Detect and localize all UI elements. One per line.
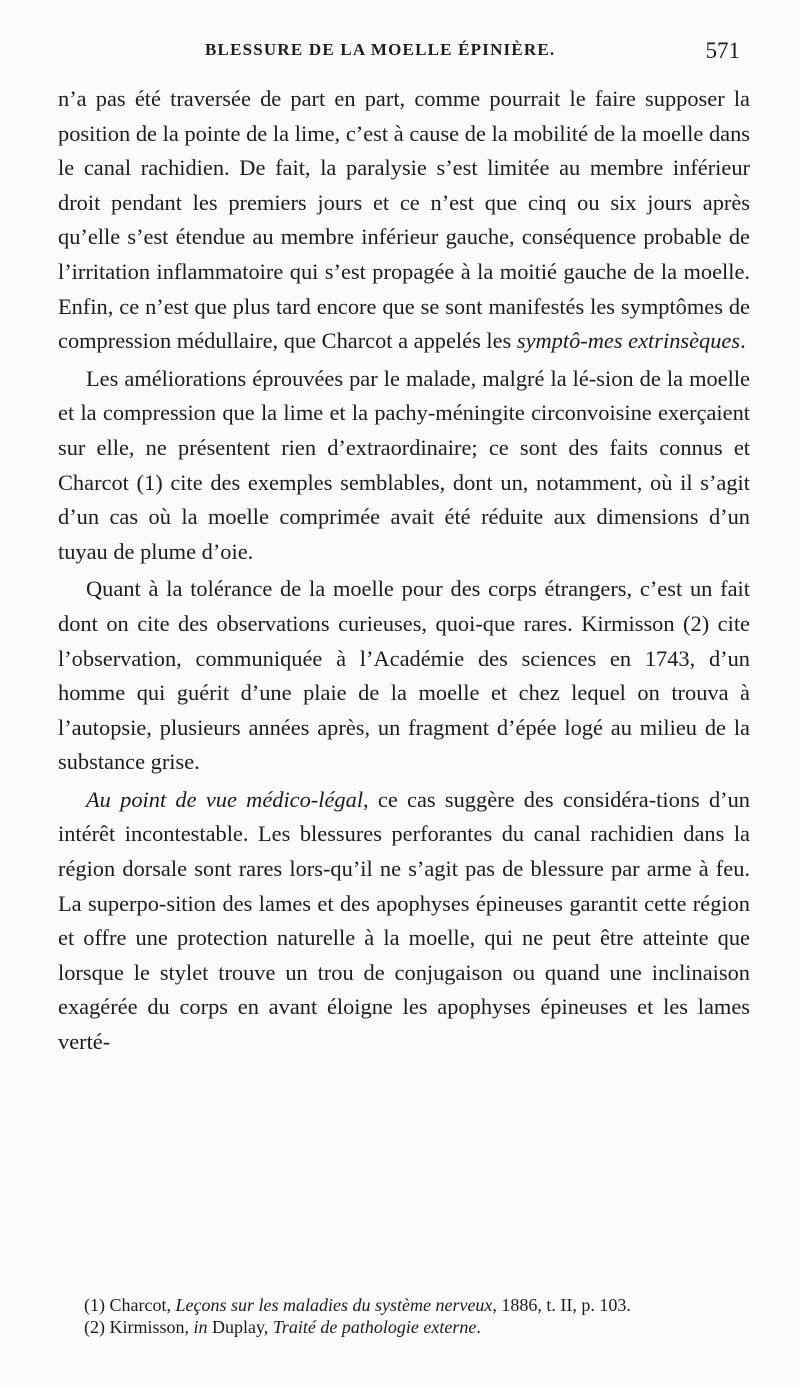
paragraph-text: Les améliorations éprouvées par le malade, malgré la lé-sion de la moelle et la compression que la lime et la pachy-méningite circonvoisine exerçaient sur elle, ne présentent rien d’extraordinaire; ce sont des faits connus et Charcot (1) cite des exemples semblables, dont un, notamment, où il s’agit d’un cas où la moelle comprimée avait été réduite aux dimensions d’un tuyau de plume d’oie. xyxy=(58,365,750,564)
footnote-1 xyxy=(84,1294,754,1316)
body-text xyxy=(58,82,750,1060)
paragraph-text-end: . xyxy=(740,328,746,354)
footnote-text-end: , 1886, t. II, p. 103. xyxy=(492,1295,631,1315)
page-header xyxy=(60,38,750,68)
paragraph-continuation xyxy=(58,82,750,359)
running-head: BLESSURE DE LA MOELLE ÉPINIÈRE. xyxy=(205,40,556,59)
footnote-italic-title: Traité de pathologie externe xyxy=(272,1317,477,1337)
footnote-italic: Leçons sur les maladies du système nerveux xyxy=(175,1295,493,1315)
footnote-text: Kirmisson, xyxy=(109,1317,194,1337)
footnote-italic: in xyxy=(193,1317,208,1337)
footnote-text: Charcot, xyxy=(109,1295,176,1315)
footnote-marker: (1) xyxy=(84,1295,105,1315)
footnote-2 xyxy=(84,1316,754,1338)
footnotes xyxy=(84,1294,754,1338)
paragraph-italic: Au point de vue médico-légal xyxy=(86,786,364,812)
paragraph-italic: symptô-mes extrinsèques xyxy=(516,328,741,354)
footnote-text-middle: Duplay, xyxy=(207,1317,273,1337)
paragraph-text: Quant à la tolérance de la moelle pour des corps étrangers, c’est un fait dont on cite des observations curieuses, quoi-que rares. Kirmisson (2) cite l’observation, communiquée à l’Académie des sciences en 1743, d’un homme qui guérit d’une plaie de la moelle et chez lequel on trouva à l’autopsie, plusieurs années après, un fragment d’épée logé au milieu de la substance grise. xyxy=(58,576,750,775)
paragraph-text: n’a pas été traversée de part en part, comme pourrait le faire supposer la position de la pointe de la lime, c’est à cause de la mobilité de la moelle dans le canal rachidien. De fait, la paralysie s’est limitée au membre inférieur droit pendant les premiers jours et ce n’est que cinq ou six jours après qu’elle s’est étendue au membre inférieur gauche, conséquence probable de l’irritation inflammatoire qui s’est propagée à la moitié gauche de la moelle. Enfin, ce n’est que plus tard encore que se sont manifestés les symptômes de compression médullaire, que Charcot a appelés les xyxy=(58,86,750,354)
footnote-marker: (2) xyxy=(84,1317,105,1337)
paragraph-text-end: , ce cas suggère des considéra-tions d’un intérêt incontestable. Les blessures perforantes du canal rachidien dans la région dorsale sont rares lors-qu’il ne s’agit pas de blessure par arme à feu. La superpo-sition des lames et des apophyses épineuses garantit cette région et offre une protection naturelle à la moelle, qui ne peut être atteinte que lorsque le stylet trouve un trou de conjugaison ou quand une inclinaison exagérée du corps en avant éloigne les apophyses épineuses et les lames verté- xyxy=(58,786,750,1055)
paragraph-ameliorations xyxy=(58,362,750,570)
paragraph-tolerance xyxy=(58,572,750,780)
page-number: 571 xyxy=(705,38,740,63)
paragraph-medico-legal xyxy=(58,783,750,1060)
footnote-text-end: . xyxy=(476,1317,481,1337)
